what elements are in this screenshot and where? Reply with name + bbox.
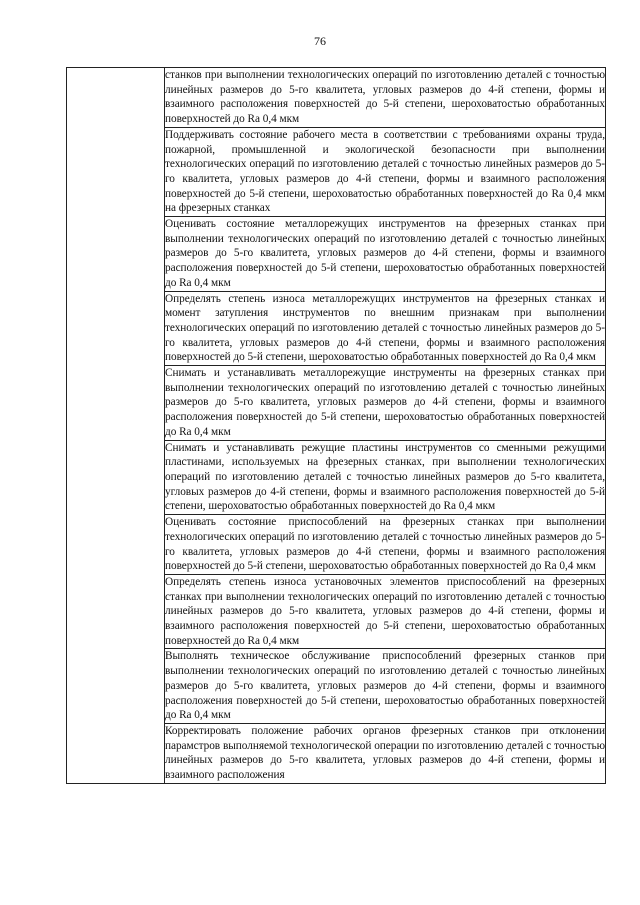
table-cell-text: Выполнять техническое обслуживание приспособлений фрезерных станков при выполнении технологических операций по изготовлению деталей с точностью линейных размеров до 5-го квалитета, угловых размеров до 4-й степени, формы и взаимного расположения поверхностей до 5-й степени, шероховатостью обработанных поверхностей до Ra 0,4 мкм <box>165 649 606 724</box>
page-number: 76 <box>314 34 326 48</box>
table-cell-text: Оценивать состояние приспособлений на фрезерных станках при выполнении технологических операций по изготовлению деталей с точностью линейных размеров до 5-го квалитета, угловых размеров до 4-й степени, формы и взаимного расположения поверхностей до 5-й степени, шероховатостью обработанных поверхностей до Ra 0,4 мкм <box>165 515 606 575</box>
table-cell-text: Определять степень износа металлорежущих инструментов на фрезерных станках и момент затупления инструментов по внешним признакам при выполнении технологических операций по изготовлению деталей с точностью линейных размеров до 5-го квалитета, угловых размеров до 4-й степени, формы и взаимного расположения поверхностей до 5-й степени, шероховатостью обработанных поверхностей до Ra 0,4 мкм <box>165 291 606 366</box>
table-cell-text: Оценивать состояние металлорежущих инструментов на фрезерных станках при выполнении технологических операций по изготовлению деталей с точностью линейных размеров до 5-го квалитета, угловых размеров до 4-й степени, формы и взаимного расположения поверхностей до 5-й степени, шероховатостью обработанных поверхностей до Ra 0,4 мкм <box>165 217 606 292</box>
requirements-table <box>66 67 606 784</box>
table-cell-text: Корректировать положение рабочих органов фрезерных станков при отклонении парамстров выполняемой технологической операции по изготовлению деталей с точностью линейных размеров до 5-го квалитета, угловых размеров до 4-й степени, формы и взаимного расположения <box>165 723 606 783</box>
table-cell-text: Снимать и устанавливать режущие пластины инструментов со сменными режущими пластинами, используемых на фрезерных станках, при выполнении технологических операций по изготовлению деталей с точностью линейных размеров до 5-го квалитета, угловых размеров до 4-й степени, формы и взаимного расположения поверхностей до 5-й степени, шероховатостью обработанных поверхностей до Ra 0,4 мкм <box>165 440 606 515</box>
table-cell-text: Снимать и устанавливать металлорежущие инструменты на фрезерных станках при выполнении технологических операций по изготовлению деталей с точностью линейных размеров до 5-го квалитета, угловых размеров до 4-й степени, формы и взаимного расположения поверхностей до 5-й степени, шероховатостью обработанных поверхностей до Ra 0,4 мкм <box>165 366 606 441</box>
table-cell-text: Определять степень износа установочных элементов приспособлений на фрезерных станках при выполнении технологических операций по изготовлению деталей с точностью линейных размеров до 5-го квалитета, угловых размеров до 4-й степени, формы и взаимного расположения поверхностей до 5-й степени, шероховатостью обработанных поверхностей до Ra 0,4 мкм <box>165 574 606 649</box>
table-cell-text: станков при выполнении технологических операций по изготовлению деталей с точностью линейных размеров до 5-го квалитета, угловых размеров до 4-й степени, формы и взаимного расположения поверхностей до 5-й степени, шероховатостью обработанных поверхностей до Ra 0,4 мкм <box>165 68 606 128</box>
table-cell-text: Поддерживать состояние рабочего места в соответствии с требованиями охраны труда, пожарной, промышленной и экологической безопасности при выполнении технологических операций по изготовлению деталей с точностью линейных размеров до 5-го квалитета, угловых размеров до 4-й степени, формы и взаимного расположения поверхностей до 5-й степени, шероховатостью обработанных поверхностей до Ra 0,4 мкм на фрезерных станках <box>165 127 606 216</box>
table-row <box>67 68 606 128</box>
label-column-cell <box>67 68 165 784</box>
